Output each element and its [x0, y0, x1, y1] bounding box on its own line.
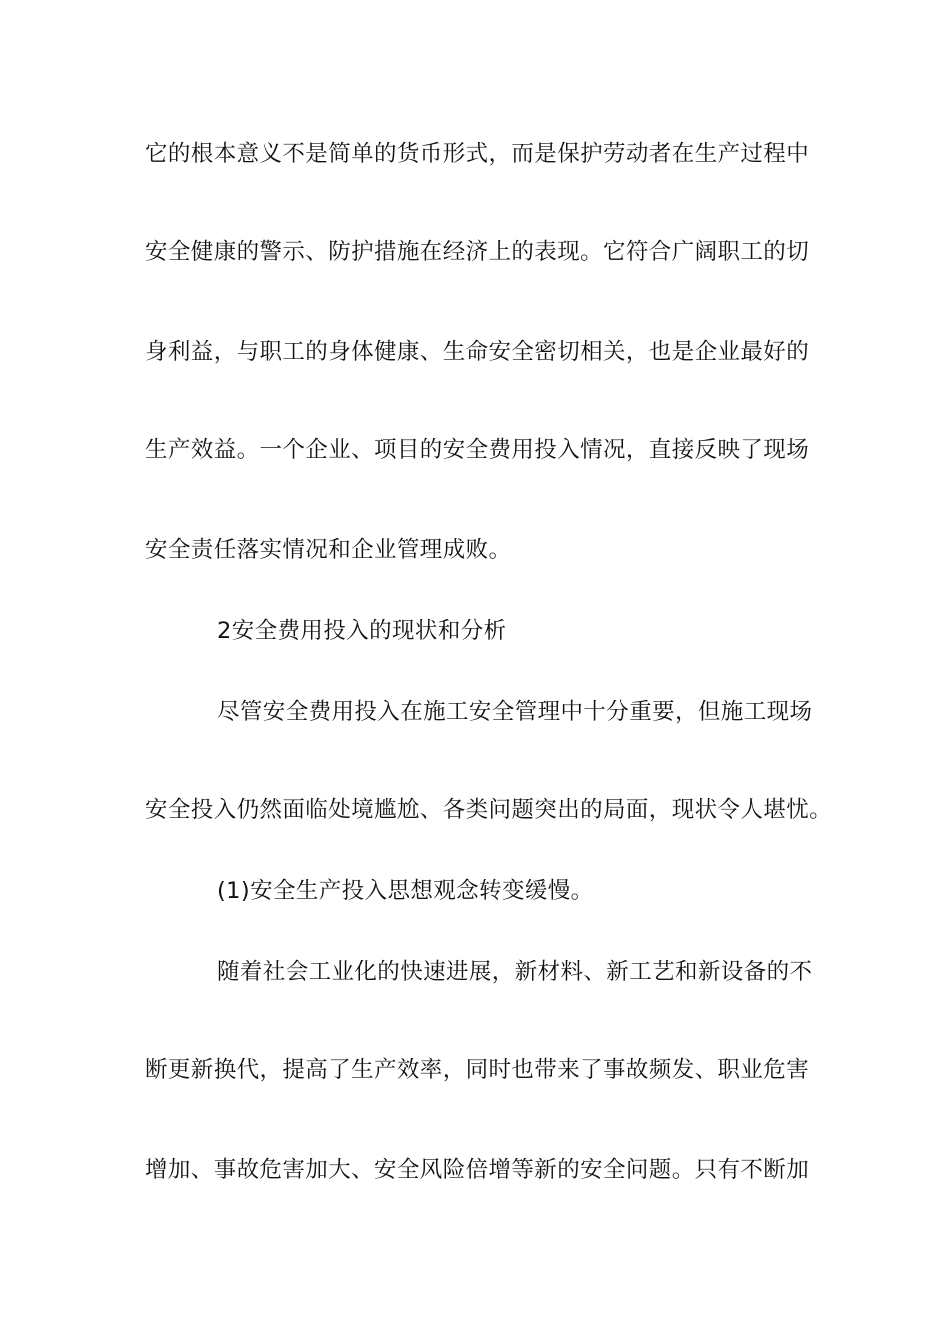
paragraph-line: 它的根本意义不是简单的货币形式，而是保护劳动者在生产过程中 [145, 141, 810, 167]
paragraph-line: 安全投入仍然面临处境尴尬、各类问题突出的局面，现状令人堪忧。 [145, 797, 833, 823]
paragraph-line: 尽管安全费用投入在施工安全管理中十分重要，但施工现场 [217, 699, 813, 725]
paragraph-line: 安全责任落实情况和企业管理成败。 [145, 537, 512, 563]
section-heading: 2安全费用投入的现状和分析 [217, 618, 507, 644]
paragraph-line: 随着社会工业化的快速进展，新材料、新工艺和新设备的不 [217, 959, 813, 985]
paragraph-line: 增加、事故危害加大、安全风险倍增等新的安全问题。只有不断加 [145, 1157, 810, 1183]
paragraph-line: 断更新换代，提高了生产效率，同时也带来了事故频发、职业危害 [145, 1057, 810, 1083]
paragraph-line: 安全健康的警示、防护措施在经济上的表现。它符合广阔职工的切 [145, 239, 810, 265]
subsection-heading: (1)安全生产投入思想观念转变缓慢。 [217, 878, 594, 904]
paragraph-line: 身利益，与职工的身体健康、生命安全密切相关，也是企业最好的 [145, 339, 810, 365]
paragraph-line: 生产效益。一个企业、项目的安全费用投入情况，直接反映了现场 [145, 437, 810, 463]
